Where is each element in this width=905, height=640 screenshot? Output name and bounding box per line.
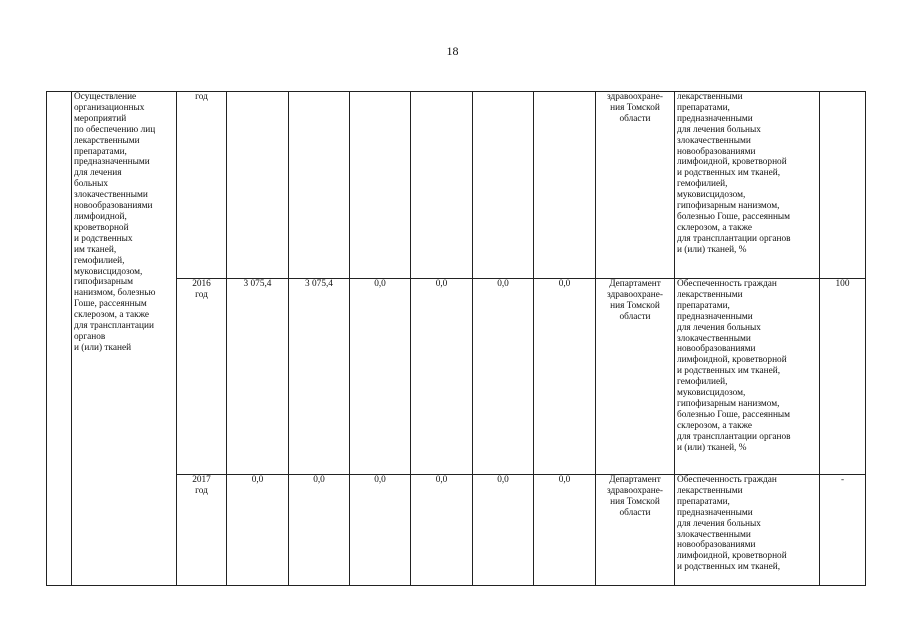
table-row <box>47 92 866 279</box>
value-cell <box>289 92 350 279</box>
value-cell: 3 075,4 <box>227 279 289 475</box>
row-number-cell <box>47 92 72 586</box>
program-measures-table <box>46 91 866 586</box>
value-cell <box>534 92 596 279</box>
indicator-cell: лекарственными препаратами, предназначенными для лечения больных злокачественными новообразованиями лимфоидной, кроветворной и родственных им тканей, гемофилией, муковисцидозом, гипофизарным нанизмом, болезнью Гоше, рассеянным склерозом, а также для трансплантации органов и (или) тканей, % <box>675 92 820 279</box>
executor-cell: здравоохране- ния Томской области <box>596 92 675 279</box>
value-cell: 0,0 <box>350 475 411 586</box>
value-cell: 0,0 <box>473 475 534 586</box>
year-cell: год <box>177 92 227 279</box>
indicator-cell: Обеспеченность граждан лекарственными препаратами, предназначенными для лечения больных злокачественными новообразованиями лимфоидной, кроветворной и родственных им тканей, <box>675 475 820 586</box>
executor-cell: Департамент здравоохране- ния Томской области <box>596 475 675 586</box>
value-cell: 0,0 <box>411 475 473 586</box>
value-cell: 0,0 <box>534 475 596 586</box>
indicator-cell: Обеспеченность граждан лекарственными препаратами, предназначенными для лечения больных злокачественными новообразованиями лимфоидной, кроветворной и родственных им тканей, гемофилией, муковисцидозом, гипофизарным нанизмом, болезнью Гоше, рассеянным склерозом, а также для трансплантации органов и (или) тканей, % <box>675 279 820 475</box>
value-cell <box>350 92 411 279</box>
value-cell: 0,0 <box>534 279 596 475</box>
year-cell: 2016 год <box>177 279 227 475</box>
value-cell <box>411 92 473 279</box>
value-cell <box>473 92 534 279</box>
value-cell: 0,0 <box>227 475 289 586</box>
target-value-cell: - <box>820 475 866 586</box>
executor-cell: Департамент здравоохране- ния Томской области <box>596 279 675 475</box>
page-number: 18 <box>446 44 459 58</box>
measure-name-cell: Осуществление организационных мероприятий по обеспечению лиц лекарственными препаратами, предназначенными для лечения больных злокачественными новообразованиями лимфоидной, кроветворной и родственных им тканей, гемофилией, муковисцидозом, гипофизарным нанизмом, болезнью Гоше, рассеянным склерозом, а также для трансплантации органов и (или) тканей <box>72 92 177 586</box>
target-value-cell: 100 <box>820 279 866 475</box>
value-cell: 0,0 <box>350 279 411 475</box>
value-cell: 0,0 <box>289 475 350 586</box>
value-cell: 0,0 <box>411 279 473 475</box>
target-value-cell <box>820 92 866 279</box>
value-cell: 0,0 <box>473 279 534 475</box>
year-cell: 2017 год <box>177 475 227 586</box>
value-cell <box>227 92 289 279</box>
value-cell: 3 075,4 <box>289 279 350 475</box>
